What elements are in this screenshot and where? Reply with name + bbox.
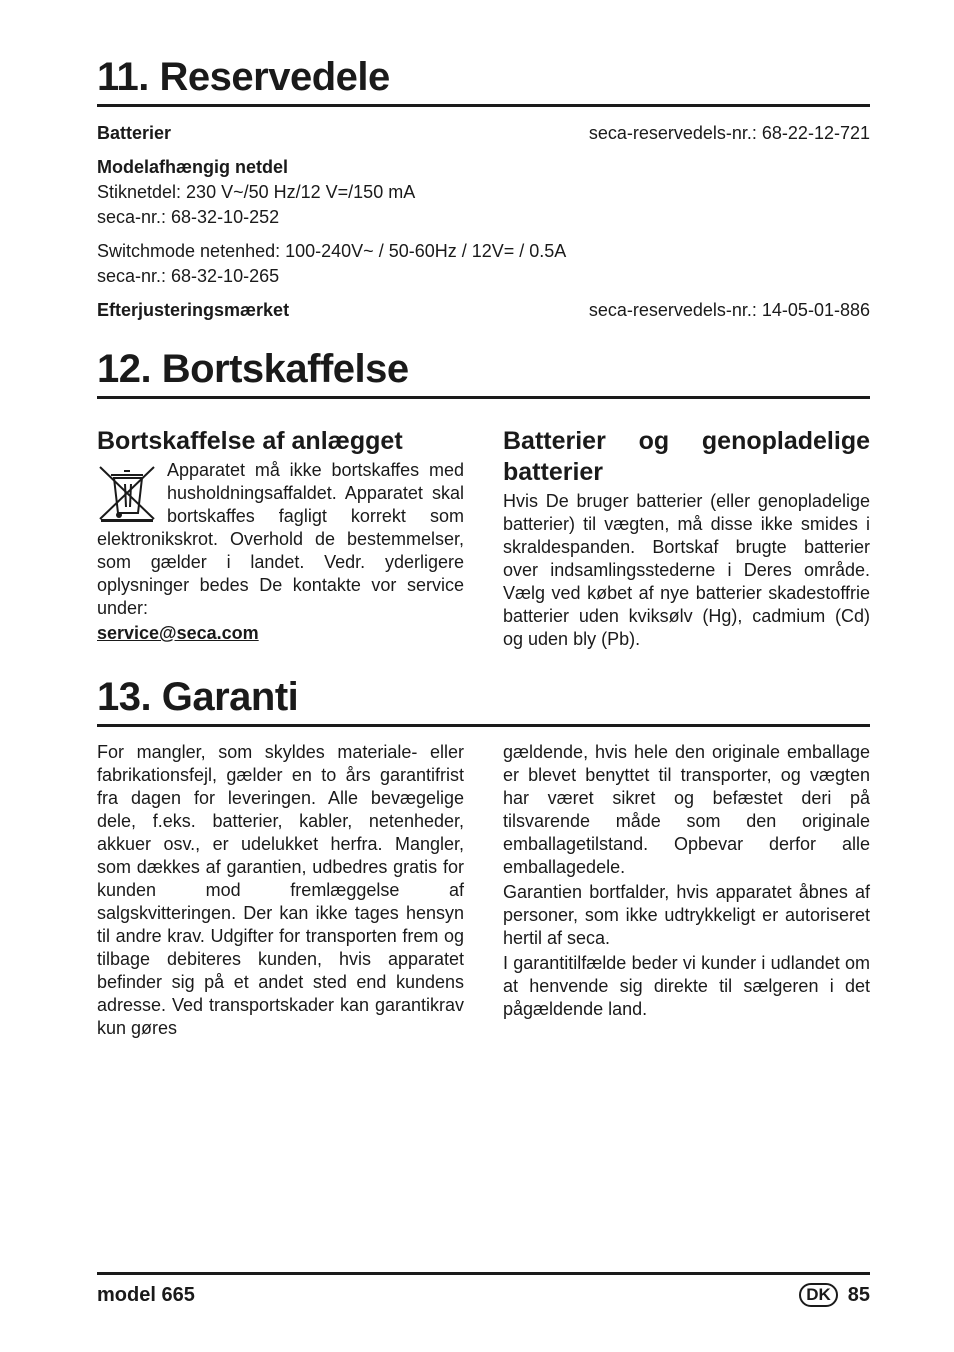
warranty-text-left: For mangler, som skyldes materiale- eller fabrikationsfejl, gælder en to års garantifrist fra dagen for leveringen. Alle bevægelige dele, f.eks. batterier, kabler, netenheder, akkuer osv., er udelukket herfra. Mangler, som dækkes af garantien, udbedres gratis for kunden mod fremlæggelse af salgskvitteringen. Der kan ikke tages hensyn til andre krav. Udgifter for transporten frem og tilbage debiteres kunden, hvis apparatet befinder sig på et andet sted end kundens adresse. Ved transportskader kan garantikrav kun gøres — [97, 742, 464, 1038]
disposal-device-heading: Bortskaffelse af anlægget — [97, 427, 403, 455]
adjust-part-number: seca-reservedels-nr.: 14-05-01-886 — [588, 300, 870, 320]
disposal-batteries-text: Hvis De bruger batterier (eller genopladelige batterier) til vægten, må disse ikke smides i skraldespanden. Bortskaf brugte batterier over indsamlingsstederne i Deres område. Vælg ved købet af nye batterier skadestoffrie batterier uden kviksølv (Hg), cadmium (Cd) og uden bly (Pb). — [503, 491, 870, 649]
warranty-text-right-1: gældende, hvis hele den originale emballage er blevet benyttet til transporter, og vægten har været sikret og befæstet deri på tilsvarende måde som den originale emballagetilstand. Opbevar derfor alle emballagedele. — [503, 742, 870, 877]
section-12-title: 12. Bortskaffelse — [97, 346, 870, 399]
disposal-device-text: Apparatet må ikke bortskaffes med husholdningsaffaldet. Apparatet skal bortskaffes fagligt korrekt som elektronikskrot. Overhold de bestemmelser, som gælder i landet. Vedr. yderligere oplysninger bedes De kontakte vor service under: — [97, 460, 464, 618]
psu1-spec: Stiknetdel: 230 V~/50 Hz/12 V=/150 mA — [97, 182, 416, 202]
warranty-text-right-3: I garantitilfælde beder vi kunder i udlandet om at henvende sig direkte til sælgeren i det pågældende land. — [503, 953, 870, 1019]
disposal-batteries-column — [503, 426, 870, 653]
batteries-label: Batterier — [97, 123, 172, 143]
psu2-number: seca-nr.: 68-32-10-265 — [97, 266, 280, 286]
psu2-spec: Switchmode netenhed: 100-240V~ / 50-60Hz / 12V= / 0.5A — [97, 241, 567, 261]
language-badge: DK — [799, 1283, 838, 1307]
service-email-link[interactable]: service@seca.com — [97, 623, 259, 643]
disposal-batteries-heading: Batterier og genopladelige batterier — [503, 427, 870, 486]
section-13-title: 13. Garanti — [97, 674, 870, 727]
adjust-row — [97, 298, 870, 322]
psu1-number: seca-nr.: 68-32-10-252 — [97, 207, 280, 227]
page-footer — [97, 1272, 870, 1308]
adjust-label: Efterjusteringsmærket — [97, 300, 290, 320]
warranty-right-column — [503, 741, 870, 1023]
disposal-device-column — [97, 426, 464, 647]
batteries-part-number: seca-reservedels-nr.: 68-22-12-721 — [588, 123, 870, 143]
batteries-row — [97, 121, 870, 145]
footer-right — [799, 1282, 870, 1308]
model-name: model 665 — [97, 1284, 195, 1306]
warranty-left-column — [97, 741, 464, 1042]
section-11-title: 11. Reservedele — [97, 54, 870, 107]
page-number: 85 — [847, 1284, 870, 1306]
crossed-out-wheelie-bin-icon — [97, 463, 157, 523]
warranty-text-right-2: Garantien bortfalder, hvis apparatet åbnes af personer, som ikke udtrykkeligt er autoriseret hertil af seca. — [503, 882, 870, 948]
psu-title: Modelafhængig netdel — [97, 157, 288, 177]
